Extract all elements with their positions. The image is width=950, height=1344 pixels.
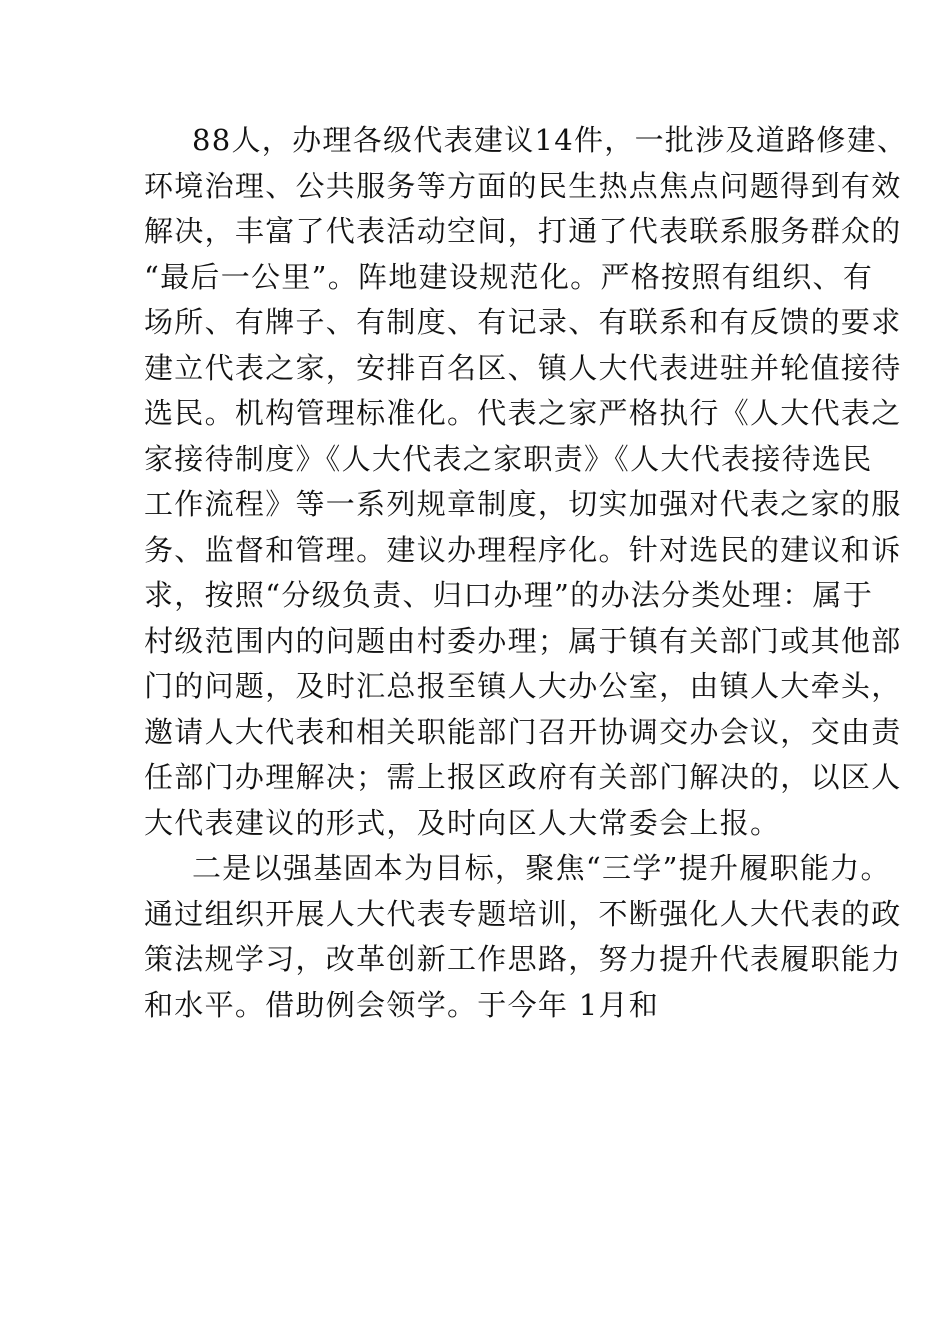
text-line: 家接待制度》《人大代表之家职责》《人大代表接待选民 xyxy=(144,441,873,476)
body-text xyxy=(144,118,908,1028)
text-line: 求，按照“分级负责、归口办理”的办法分类处理：属于 xyxy=(144,578,874,612)
text-line: 门的问题，及时汇总报至镇人大办公室，由镇人大牵头， xyxy=(144,669,902,703)
text-line: 大代表建议的形式，及时向区人大常委会上报。 xyxy=(144,805,781,840)
text-line: 和水平。借助例会领学。于今年 1月和 xyxy=(144,987,660,1022)
text-line: 场所、有牌子、有制度、有记录、有联系和有反馈的要求 xyxy=(144,305,902,339)
text-line: 工作流程》等一系列规章制度，切实加强对代表之家的服 xyxy=(144,487,902,521)
text-line: 通过组织开展人大代表专题培训，不断强化人大代表的政 xyxy=(144,896,902,931)
text-line: 策法规学习，改革创新工作思路，努力提升代表履职能力 xyxy=(144,942,902,976)
text-line: 二是以强基固本为目标，聚焦“三学”提升履职能力。 xyxy=(192,851,891,885)
text-line: 88人，办理各级代表建议14件，一批涉及道路修建、 xyxy=(192,123,908,157)
text-line: 务、监督和管理。建议办理程序化。针对选民的建议和诉 xyxy=(144,532,902,567)
text-line: 村级范围内的问题由村委办理；属于镇有关部门或其他部 xyxy=(144,623,902,658)
text-line: “最后一公里”。阵地建设规范化。严格按照有组织、有 xyxy=(144,259,874,294)
text-line: 邀请人大代表和相关职能部门召开协调交办会议，交由责 xyxy=(144,714,902,749)
text-line: 任部门办理解决；需上报区政府有关部门解决的，以区人 xyxy=(144,760,902,794)
text-line: 解决，丰富了代表活动空间，打通了代表联系服务群众的 xyxy=(144,214,902,248)
text-line: 环境治理、公共服务等方面的民生热点焦点问题得到有效 xyxy=(144,168,902,203)
text-line: 建立代表之家，安排百名区、镇人大代表进驻并轮值接待 xyxy=(144,350,902,385)
text-line: 选民。机构管理标准化。代表之家严格执行《人大代表之 xyxy=(144,396,902,430)
